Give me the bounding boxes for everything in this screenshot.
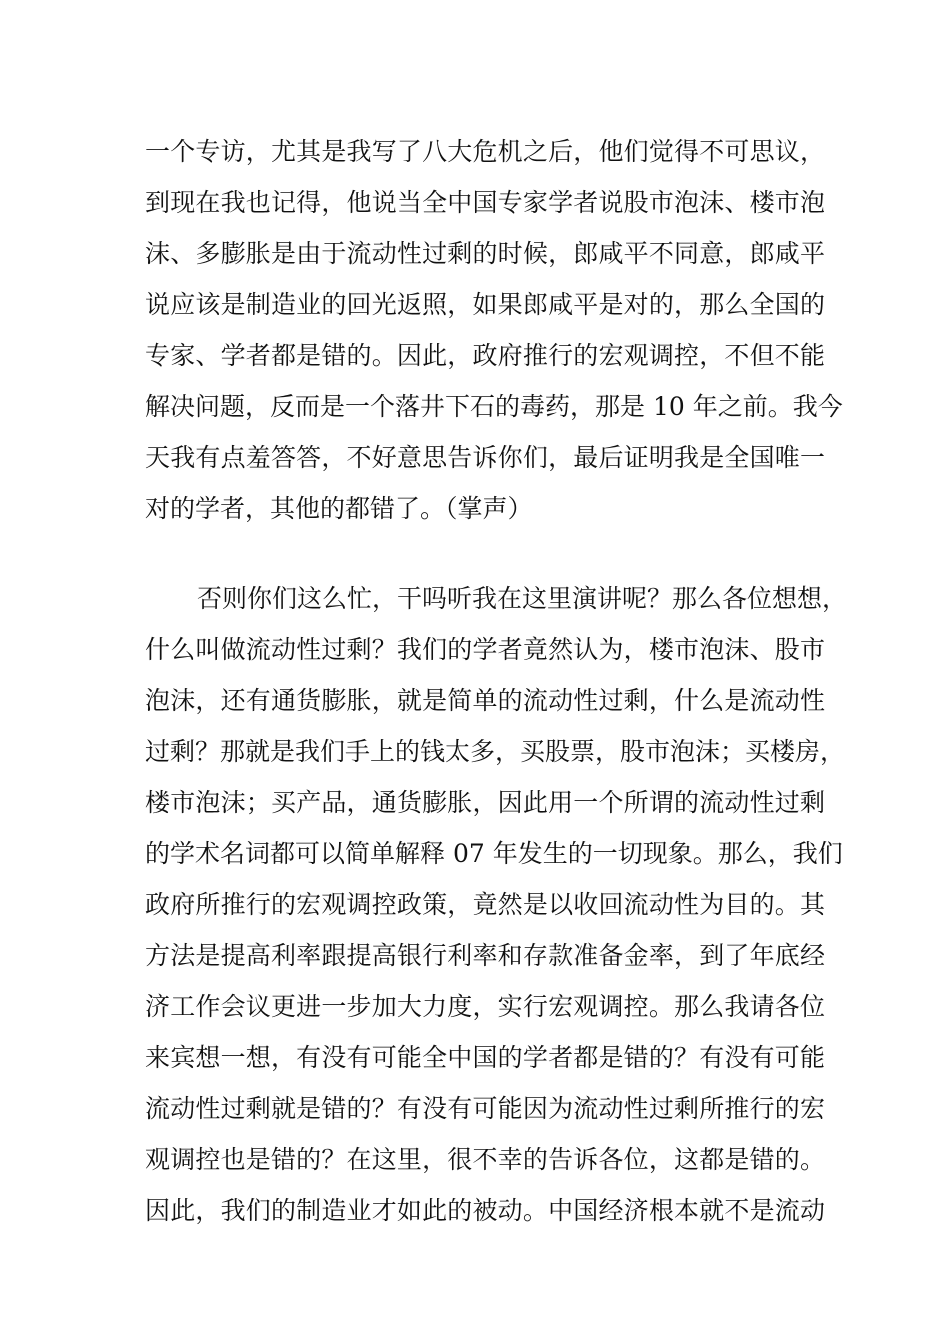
text-line: 来宾想一想，有没有可能全中国的学者都是错的？有没有可能 xyxy=(145,1043,825,1072)
text-line: 政府所推行的宏观调控政策，竟然是以收回流动性为目的。其 xyxy=(145,890,825,919)
paragraph xyxy=(145,573,848,1236)
text-line: 楼市泡沫；买产品，通货膨胀，因此用一个所谓的流动性过剩 xyxy=(145,788,825,817)
text-line: 一个专访，尤其是我写了八大危机之后，他们觉得不可思议， xyxy=(145,137,825,166)
text-line: 到现在我也记得，他说当全中国专家学者说股市泡沫、楼市泡 xyxy=(145,188,825,217)
text-line: 解决问题，反而是一个落井下石的毒药，那是 10 年之前。我今 xyxy=(145,392,843,421)
text-line: 方法是提高利率跟提高银行利率和存款准备金率，到了年底经 xyxy=(145,941,825,970)
paragraph xyxy=(145,126,843,534)
text-line: 过剩？那就是我们手上的钱太多，买股票，股市泡沫；买楼房， xyxy=(145,737,846,766)
text-line: 否则你们这么忙，干吗听我在这里演讲呢？那么各位想想， xyxy=(197,584,848,613)
text-line: 专家、学者都是错的。因此，政府推行的宏观调控，不但不能 xyxy=(145,341,825,370)
text-line: 对的学者，其他的都错了。（掌声） xyxy=(145,494,533,523)
text-line: 流动性过剩就是错的？有没有可能因为流动性过剩所推行的宏 xyxy=(145,1094,825,1123)
text-line: 观调控也是错的？在这里，很不幸的告诉各位，这都是错的。 xyxy=(145,1145,825,1174)
text-line: 济工作会议更进一步加大力度，实行宏观调控。那么我请各位 xyxy=(145,992,825,1021)
text-line: 的学术名词都可以简单解释 07 年发生的一切现象。那么，我们 xyxy=(145,839,843,868)
text-line: 因此，我们的制造业才如此的被动。中国经济根本就不是流动 xyxy=(145,1196,825,1225)
text-line: 什么叫做流动性过剩？我们的学者竟然认为，楼市泡沫、股市 xyxy=(145,635,825,664)
text-line: 天我有点羞答答，不好意思告诉你们，最后证明我是全国唯一 xyxy=(145,443,825,472)
text-line: 沫、多膨胀是由于流动性过剩的时候，郎咸平不同意，郎咸平 xyxy=(145,239,825,268)
text-line: 泡沫，还有通货膨胀，就是简单的流动性过剩，什么是流动性 xyxy=(145,686,825,715)
text-line: 说应该是制造业的回光返照，如果郎咸平是对的，那么全国的 xyxy=(145,290,825,319)
